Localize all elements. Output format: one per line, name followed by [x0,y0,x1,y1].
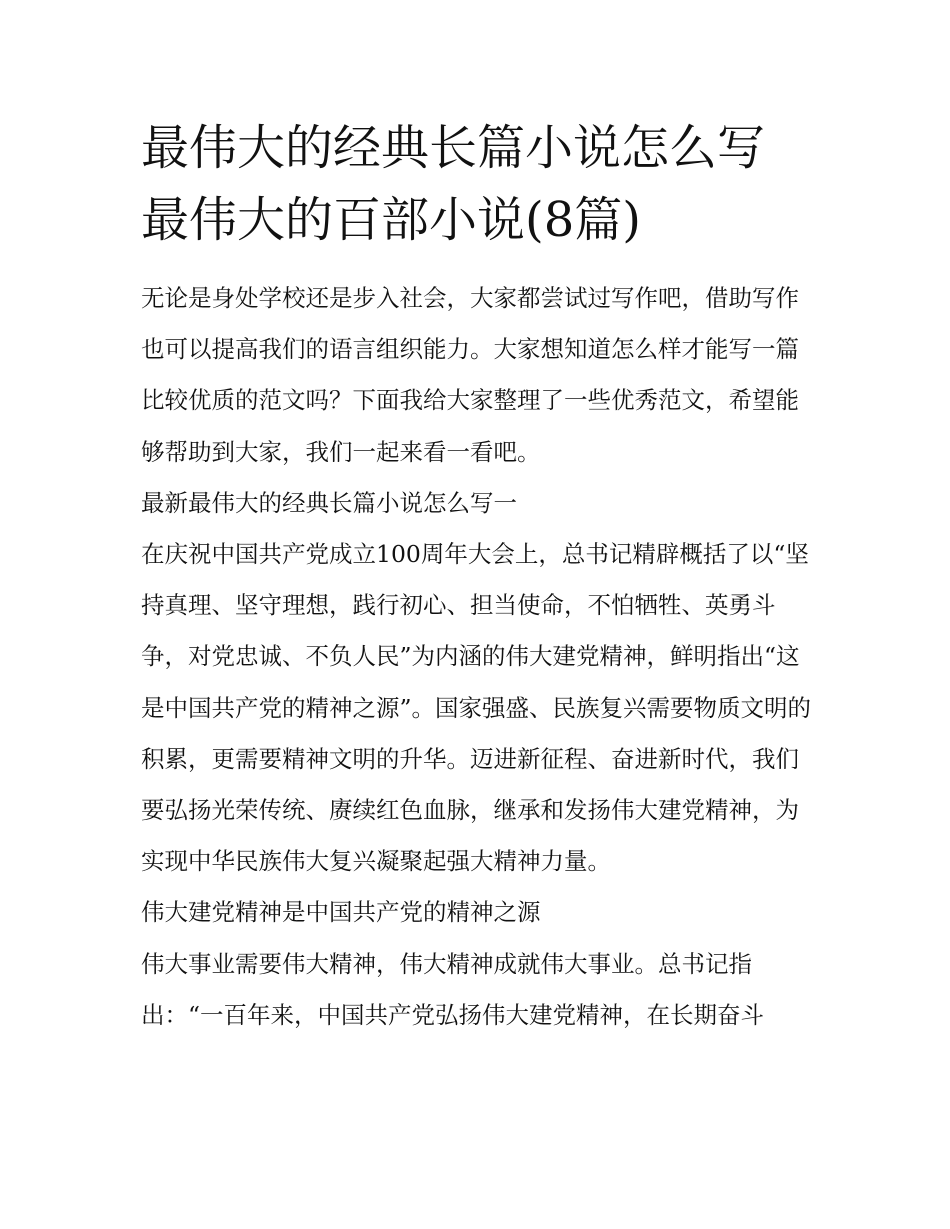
title-line-1: 最伟大的经典长篇小说怎么写 [141,120,766,176]
document-body [141,273,821,1041]
document-content [141,112,821,1041]
body-paragraph-2: 伟大事业需要伟大精神，伟大精神成就伟大事业。总书记指出：“一百年来，中国共产党弘扬伟大建党精神，在长期奋斗 [141,949,765,1029]
title-line-2: 最伟大的百部小说(8篇) [141,192,641,248]
subheading: 伟大建党精神是中国共产党的精神之源 [141,898,541,927]
intro-paragraph: 无论是身处学校还是步入社会，大家都尝试过写作吧，借助写作也可以提高我们的语言组织能力。大家想知道怎么样才能写一篇比较优质的范文吗？下面我给大家整理了一些优秀范文，希望能够帮助到大家，我们一起来看一看吧。 [141,284,799,466]
section-heading: 最新最伟大的经典长篇小说怎么写一 [141,488,517,517]
body-paragraph-1: 在庆祝中国共产党成立100周年大会上，总书记精辟概括了以“坚持真理、坚守理想，践行初心、担当使命，不怕牺牲、英勇斗争，对党忠诚、不负人民”为内涵的伟大建党精神，鲜明指出“这是中国共产党的精神之源”。国家强盛、民族复兴需要物质文明的积累，更需要精神文明的升华。迈进新征程、奋进新时代，我们要弘扬光荣传统、赓续红色血脉，继承和发扬伟大建党精神，为实现中华民族伟大复兴凝聚起强大精神力量。 [141,540,812,876]
document-title [141,112,821,256]
